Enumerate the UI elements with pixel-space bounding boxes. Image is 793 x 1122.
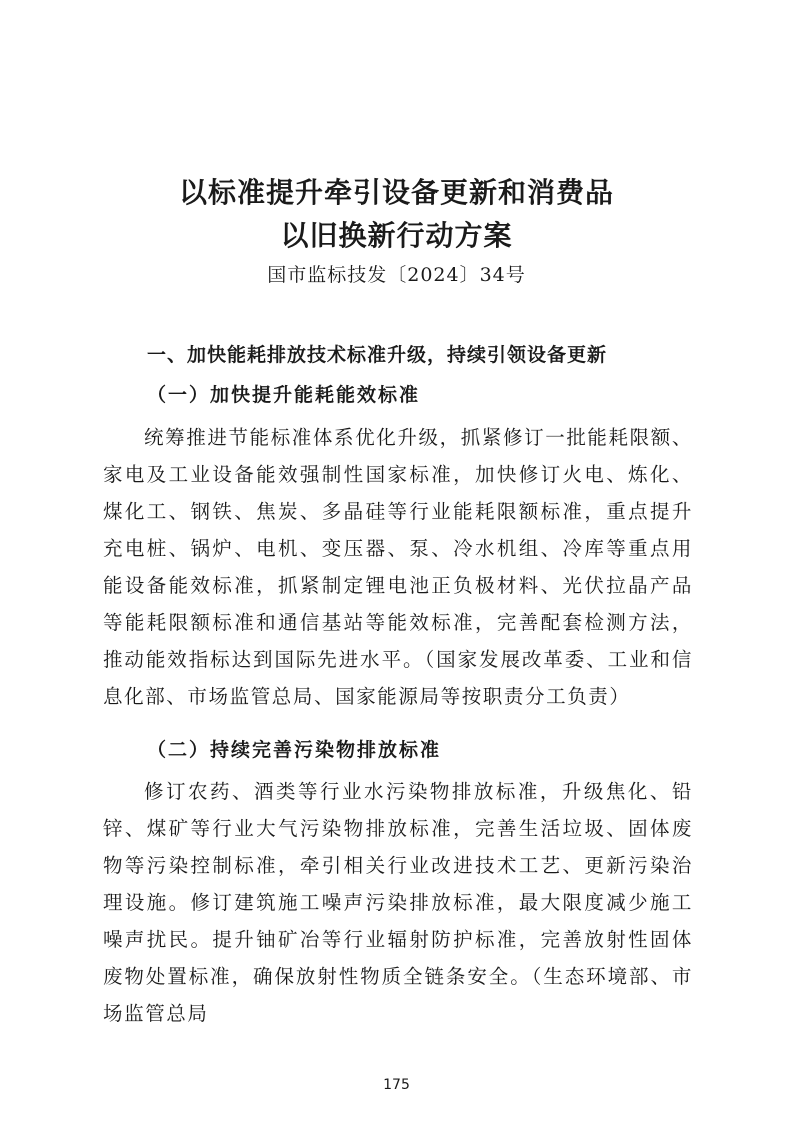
subsection-paragraph-2: 修订农药、酒类等行业水污染物排放标准，升级焦化、铅锌、煤矿等行业大气污染物排放标准，完善生活垃圾、固体废物等污染控制标准，牵引相关行业改进技术工艺、更新污染治理设施。修订建筑施工噪声污染排放标准，最大限度减少施工噪声扰民。提升铀矿冶等行业辐射防护标准，完善放射性固体废物处置标准，确保放射性物质全链条安全。（生态环境部、市场监管总局 <box>103 780 693 1025</box>
document-number: 国市监标技发〔2024〕34号 <box>267 264 526 286</box>
subsection-paragraph-1: 统筹推进节能标准体系优化升级，抓紧修订一批能耗限额、家电及工业设备能效强制性国家标准，加快修订火电、炼化、煤化工、钢铁、焦炭、多晶硅等行业能耗限额标准，重点提升充电桩、锅炉、电机、变压器、泵、冷水机组、冷库等重点用能设备能效标准，抓紧制定锂电池正负极材料、光伏拉晶产品等能耗限额标准和通信基站等能效标准，完善配套检测方法，推动能效指标达到国际先进水平。（国家发展改革委、工业和信息化部、市场监管总局、国家能源局等按职责分工负责） <box>103 426 693 708</box>
document-title-line-2: 以旧换新行动方案 <box>280 219 513 252</box>
page-number: 175 <box>383 1077 410 1093</box>
document-title-line-1: 以标准提升牵引设备更新和消费品 <box>178 176 614 209</box>
subsection-heading-1: （一）加快提升能耗能效标准 <box>147 384 421 406</box>
section-heading-1: 一、加快能耗排放技术标准升级，持续引领设备更新 <box>147 344 608 366</box>
subsection-heading-2: （二）持续完善污染物排放标准 <box>147 739 442 761</box>
